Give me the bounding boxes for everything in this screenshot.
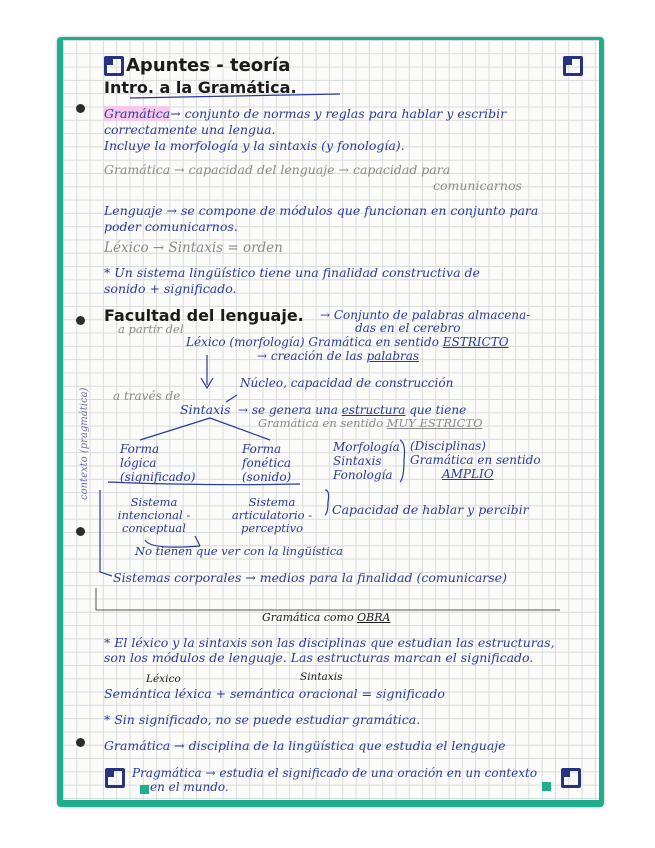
capacidad-text: Capacidad de hablar y percibir bbox=[332, 502, 529, 517]
definition-text: → conjunto de normas y reglas para hablar y escribir bbox=[170, 106, 507, 121]
section-heading: Facultad del lenguaje. bbox=[104, 306, 304, 325]
definition-text: * Un sistema lingüístico tiene una finalidad constructiva de bbox=[104, 265, 480, 280]
estructura-term: estructura bbox=[341, 403, 406, 417]
note-text: a partir del bbox=[118, 322, 184, 336]
estricto-label: ESTRICTO bbox=[442, 335, 509, 349]
note-text: das en el cerebro bbox=[355, 321, 461, 335]
side-note: contexto (pragmática) bbox=[79, 387, 90, 500]
closing-text: * Sin significado, no se puede estudiar gramática. bbox=[104, 712, 421, 727]
sintaxis-small: Sintaxis bbox=[300, 671, 343, 683]
sistema-articulatorio: Sistema articulatorio - perceptivo bbox=[231, 495, 313, 535]
muy-estricto-label: MUY ESTRICTO bbox=[386, 416, 483, 430]
semantica-line: Semántica léxica + semántica oracional = significado bbox=[104, 686, 445, 701]
definition-text: poder comunicarnos. bbox=[104, 219, 238, 234]
palabras-label: palabras bbox=[366, 349, 420, 363]
section-title: Intro. a la Gramática. bbox=[104, 78, 297, 97]
creacion-text: → creación de las bbox=[257, 349, 363, 363]
closing-text: * El léxico y la sintaxis son las disciplinas que estudian las estructuras, bbox=[104, 635, 555, 650]
disciplinas-label: (Disciplinas) bbox=[410, 439, 486, 453]
closing-text: Gramática → disciplina de la lingüística que estudia el lenguaje bbox=[104, 738, 506, 753]
muy-estricto-text: Gramática en sentido bbox=[258, 416, 384, 430]
pragmatica-line: Pragmática → estudia el significado de una oración en un contexto bbox=[132, 766, 538, 780]
nucleo-text: Núcleo, capacidad de construcción bbox=[240, 376, 454, 390]
no-linguistica-text: No tienen que ver con la lingüística bbox=[135, 544, 344, 558]
page-title: Apuntes - teoría bbox=[126, 55, 291, 76]
amplio-text: Gramática en sentido bbox=[410, 453, 541, 467]
sintaxis-term: Sintaxis bbox=[180, 402, 231, 417]
term-gramatica: Gramática bbox=[104, 106, 171, 121]
definition-text: Incluye la morfología y la sintaxis (y fonología). bbox=[104, 138, 405, 153]
note-text: comunicarnos bbox=[433, 178, 522, 193]
obra-text: Gramática como bbox=[262, 611, 354, 624]
definition-text: correctamente una lengua. bbox=[104, 122, 276, 137]
pragmatica-line: en el mundo. bbox=[150, 780, 229, 794]
obra-label: OBRA bbox=[357, 611, 391, 624]
lexico-small: Léxico bbox=[146, 673, 181, 685]
estructura-text: → se genera una bbox=[238, 403, 338, 417]
closing-text: son los módulos de lenguaje. Las estructuras marcan el significado. bbox=[104, 650, 534, 665]
definition-text: Lenguaje → se compone de módulos que funcionan en conjunto para bbox=[104, 203, 539, 218]
note-text: a través de bbox=[113, 389, 181, 403]
sistema-intencional: Sistema intencional - conceptual bbox=[117, 495, 191, 535]
sistemas-corporales: Sistemas corporales → medios para la finalidad (comunicarse) bbox=[113, 570, 507, 585]
forma-logica-block: Forma lógica (significado) bbox=[120, 442, 196, 484]
estructura-text: que tiene bbox=[409, 403, 467, 417]
disciplinas-list: Morfología Sintaxis Fonología bbox=[333, 440, 400, 482]
forma-fonetica-block: Forma fonética (sonido) bbox=[242, 442, 292, 484]
amplio-label: AMPLIO bbox=[442, 467, 494, 481]
note-text: Léxico → Sintaxis = orden bbox=[104, 240, 283, 256]
lexico-line: Léxico (morfología) Gramática en sentido bbox=[186, 335, 439, 349]
note-text: → Conjunto de palabras almacena- bbox=[320, 308, 531, 322]
note-text: Gramática → capacidad del lenguaje → capacidad para bbox=[104, 162, 451, 177]
definition-text: sonido + significado. bbox=[104, 281, 237, 296]
